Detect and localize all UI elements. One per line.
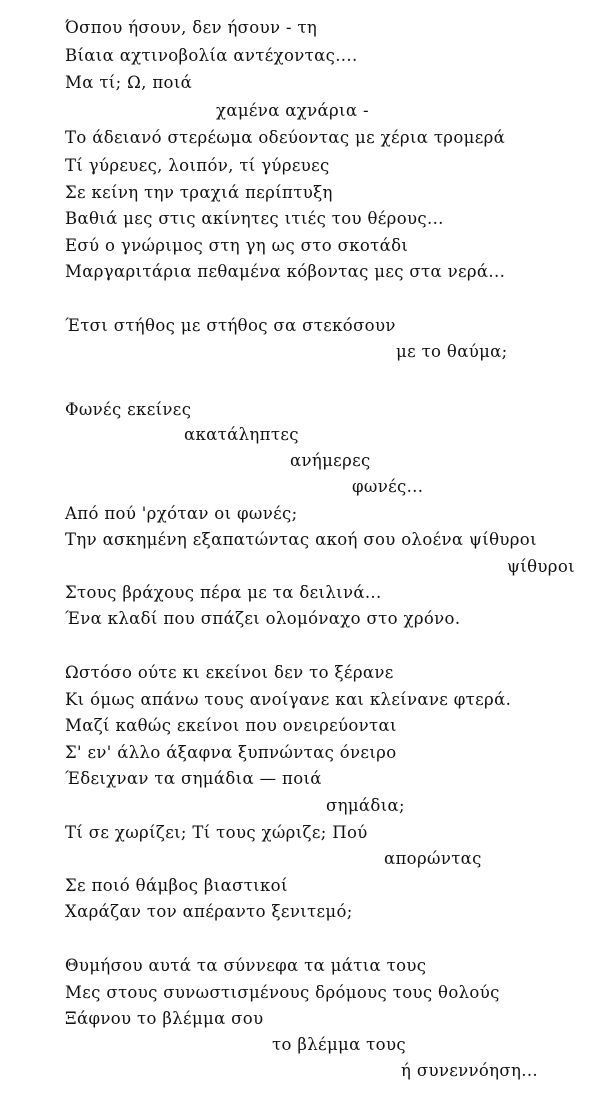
poem-line: Χαράζαν τον απέραντο ξενιτεμό; [65,902,353,921]
poem-line: ακατάληπτες [184,425,299,444]
poem-line: Έτσι στήθος με στήθος σα στεκόσουν [65,316,396,335]
poem-line: Σε ποιό θάμβος βιαστικοί [65,876,288,895]
poem-line: Την ασκημένη εξαπατώντας ακοή σου ολοένα ψίθυροι [65,530,537,549]
poem-line: Μαργαριτάρια πεθαμένα κόβοντας μες στα νερά... [65,262,506,281]
poem-line: Θυμήσου αυτά τα σύννεφα τα μάτια τους [65,956,427,975]
poem-line: Από πού 'ρχόταν οι φωνές; [65,504,298,523]
poem-line: ψίθυροι [507,557,575,576]
poem-line: Μαζί καθώς εκείνοι που ονειρεύονται [65,716,397,735]
poem-line: Μα τί; Ω, ποιά [65,73,193,92]
poem-line: Τί γύρευες, λοιπόν, τί γύρευες [65,156,330,175]
poem-line: με το θαύμα; [396,342,508,361]
poem-line: Βαθιά μες στις ακίνητες ιτιές του θέρους... [65,209,444,228]
poem-line: Τί σε χωρίζει; Τί τους χώριζε; Πού [65,823,368,842]
poem-line: χαμένα αχνάρια - [216,101,369,120]
poem-line: Βίαια αχτινοβολία αντέχοντας.... [65,46,358,65]
poem-line: Ξάφνου το βλέμμα σου [65,1009,264,1028]
poem-line: Φωνές εκείνες [65,400,192,419]
poem-line: Σε κείνη την τραχιά περίπτυξη [65,183,333,202]
poem-line: Εσύ ο γνώριμος στη γη ως στο σκοτάδι [65,236,409,255]
poem-line: Ένα κλαδί που σπάζει ολομόναχο στο χρόνο. [65,609,461,628]
poem-line: Κι όμως απάνω τους ανοίγανε και κλείνανε φτερά. [65,690,512,709]
poem-line: ανήμερες [290,451,371,470]
poem-line: ή συνεννόηση... [401,1061,539,1080]
poem-line: σημάδια; [326,796,405,815]
poem-line: Ωστόσο ούτε κι εκείνοι δεν το ξέρανε [65,663,394,682]
poem-line: απορώντας [384,849,482,868]
poem-line: φωνές... [352,477,424,496]
poem-line: Μες στους συνωστισμένους δρόμους τους θολούς [65,983,500,1002]
poem-line: Στους βράχους πέρα με τα δειλινά... [65,583,382,602]
poem-line: το βλέμμα τους [272,1035,406,1054]
poem-line: Το άδειανό στερέωμα οδεύοντας με χέρια τρομερά [65,128,506,147]
poem-line: Έδειχναν τα σημάδια — ποιά [65,769,322,788]
poem-line: Όσπου ήσουν, δεν ήσουν - τη [65,18,318,37]
poem-line: Σ' εν' άλλο άξαφνα ξυπνώντας όνειρο [65,743,397,762]
